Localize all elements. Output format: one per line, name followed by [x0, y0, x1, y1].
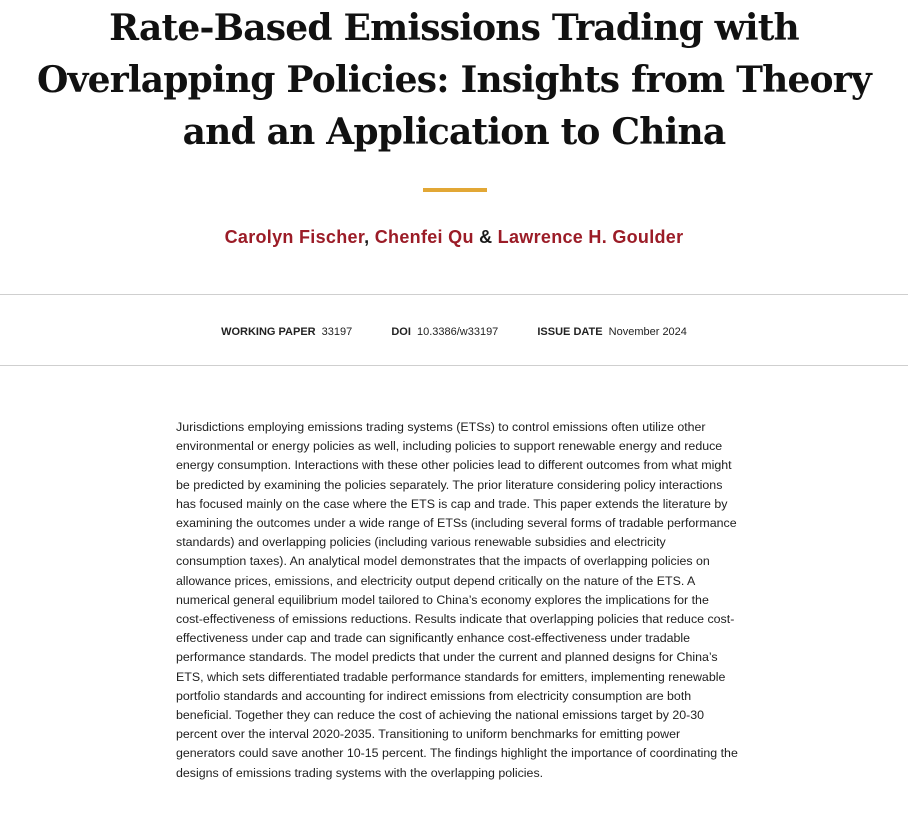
meta-label: WORKING PAPER — [221, 326, 316, 338]
paper-metadata-row — [0, 325, 908, 339]
author-separator: , — [364, 227, 375, 247]
paper-metadata-band — [0, 294, 908, 366]
author-link-qu[interactable]: Chenfei Qu — [374, 227, 474, 247]
issue-date — [537, 325, 687, 339]
author-link-goulder[interactable]: Lawrence H. Goulder — [497, 227, 684, 247]
meta-value: 10.3386/w33197 — [416, 326, 499, 338]
author-separator: & — [473, 227, 498, 247]
title-accent-rule — [423, 188, 487, 192]
meta-label: DOI — [391, 326, 411, 338]
meta-value: 33197 — [321, 326, 353, 338]
paper-title: Rate-Based Emissions Trading with Overlapping Policies: Insights from Theory and an Application to China — [36, 7, 872, 153]
abstract-text: Jurisdictions employing emissions trading systems (ETSs) to control emissions often utilize other environmental or energy policies as well, including policies to support renewable energy and reduce energy consumption. Interactions with these other policies lead to different outcomes from what might be predicted by examining the policies separately. The prior literature considering policy interactions has focused mainly on the case where the ETS is cap and trade. This paper extends the literature by examining the outcomes under a wide range of ETSs (including several forms of tradable performance standards) and overlapping policies (including various renewable subsidies and electricity consumption taxes). An analytical model demonstrates that the impacts of overlapping policies on allowance prices, emissions, and electricity output depend critically on the nature of the ETS. A numerical general equilibrium model tailored to China’s economy explores the implications for the cost-effectiveness of emissions reductions. Results indicate that overlapping policies that reduce cost-effectiveness under cap and trade can significantly enhance cost-effectiveness under tradable performance standards. The model predicts that under the current and planned designs for China’s ETS, which sets differentiated tradable performance standards for emitters, implementing renewable portfolio standards and accounting for indirect emissions from electricity consumption are both beneficial. Together they can reduce the cost of achieving the national emissions target by 20-30 percent over the interval 2020-2035. Transitioning to uniform benchmarks for emitting power generators could save another 10-15 percent. The findings highlight the importance of coordinating the designs of emissions trading systems with the overlapping policies. — [176, 420, 738, 780]
meta-value: November 2024 — [608, 326, 687, 338]
meta-label: ISSUE DATE — [537, 326, 603, 338]
doi — [391, 325, 498, 339]
author-link-fischer[interactable]: Carolyn Fischer — [224, 227, 365, 247]
author-list — [0, 226, 908, 248]
working-paper-number — [221, 325, 352, 339]
